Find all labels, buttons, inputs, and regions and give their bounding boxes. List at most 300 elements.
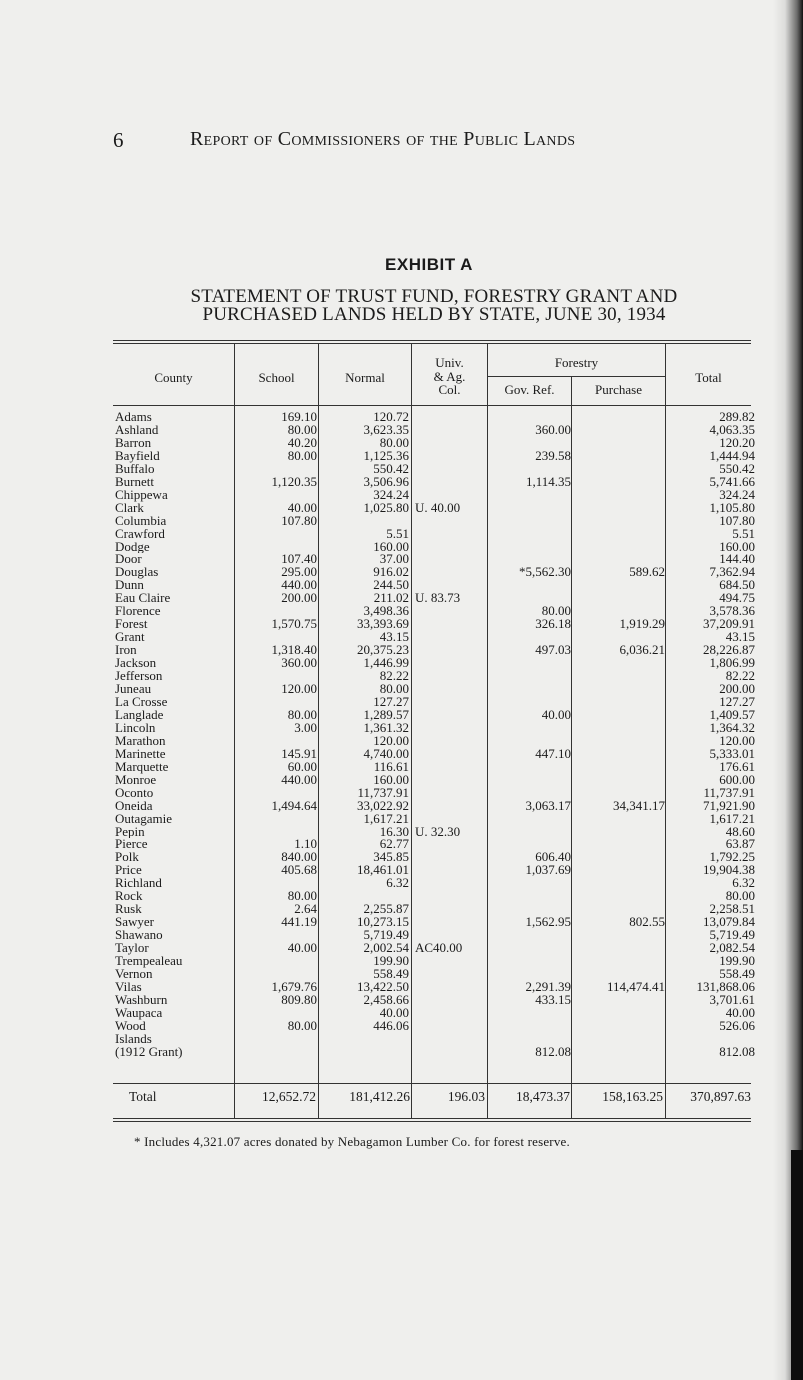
exhibit-heading: EXHIBIT A [385,255,473,274]
county-cell: Iron [115,644,137,658]
purchase-cell [573,994,667,1007]
county-cell: Ashland [115,423,159,437]
normal-cell: 1,125.36 [363,449,409,463]
total-label: Total [129,1089,157,1104]
normal-cell [319,890,411,903]
table-row [113,644,757,657]
county-cell: Marathon [115,734,166,748]
gov-ref-cell [489,1007,573,1020]
gov-ref-cell [489,826,573,839]
total-top-rule [113,1083,751,1084]
county-cell: Trempealeau [115,955,183,968]
univ-cell [411,618,489,631]
total-cell: 144.40 [719,553,755,567]
total-cell: 526.06 [719,1019,755,1033]
purchase-cell [573,592,667,605]
table-row [113,877,757,890]
school-cell: 40.00 [287,942,317,956]
univ-cell [411,476,489,489]
normal-cell: 1,361.32 [363,721,409,735]
gov-ref-cell: 1,114.35 [525,475,571,489]
total-cell: 82.22 [725,670,755,684]
total-cell: 120.00 [719,734,755,748]
school-cell [235,696,319,709]
univ-cell [411,709,489,722]
normal-cell: 80.00 [379,683,409,696]
total-cell: 7,362.94 [709,566,755,580]
school-cell [235,968,319,981]
normal-cell: 2,255.87 [363,903,409,917]
table-row [113,748,757,761]
gov-ref-cell [489,463,573,476]
gov-ref-cell [489,515,573,528]
table-row [113,722,757,735]
gov-ref-cell [489,774,573,787]
gov-ref-cell [489,787,573,800]
purchase-cell [573,463,667,476]
total-cell: 558.49 [719,967,755,981]
school-cell: 107.80 [281,514,317,528]
purchase-cell [573,657,667,670]
table-row [113,605,757,618]
school-cell: 145.91 [281,747,317,761]
table-row [113,787,757,800]
table-row [113,774,757,787]
gov-ref-cell: 80.00 [541,605,571,619]
gov-ref-cell: 606.40 [535,851,571,865]
normal-cell: 550.42 [373,462,409,476]
gov-ref-cell [489,929,573,942]
county-cell: Outagamie [115,812,173,826]
county-cell: Marquette [115,760,169,774]
univ-cell [411,424,489,437]
purchase-cell [573,787,667,800]
normal-cell: 5.51 [386,527,409,541]
univ-cell [411,670,489,683]
county-cell: Langlade [115,708,164,722]
univ-cell [411,528,489,541]
total-normal: 181,412.26 [349,1089,410,1104]
table-row [113,670,757,683]
table-row [113,618,757,631]
county-cell: Dunn [115,579,144,593]
normal-cell: 3,498.36 [363,605,409,619]
table-row [113,476,757,489]
header-purchase: Purchase [595,382,642,397]
table-top-rule [113,340,751,341]
total-cell: 1,409.57 [709,708,755,722]
gov-ref-cell: 40.00 [541,708,571,722]
total-cell: 4,063.35 [709,423,755,437]
county-cell: Rock [115,890,143,904]
table-row [113,813,757,826]
header-univ-2: & Ag. [433,369,466,384]
total-cell: 127.27 [719,695,755,709]
univ-cell [411,838,489,851]
univ-cell [411,903,489,916]
univ-cell [411,657,489,670]
county-cell: Waupaca [115,1006,163,1020]
county-cell: Clark [115,501,144,515]
gov-ref-cell: 1,562.95 [525,916,571,930]
univ-cell [411,955,489,968]
purchase-cell [573,515,667,528]
county-cell: Door [115,553,142,567]
islands-gov-ref: 812.08 [535,1045,571,1059]
school-cell [235,605,319,618]
total-cell: 600.00 [719,773,755,787]
school-cell [235,670,319,683]
univ-cell [411,683,489,696]
gov-ref-cell [489,579,573,592]
normal-cell: 33,393.69 [357,618,409,632]
school-cell: 80.00 [287,1019,317,1033]
normal-cell: 33,022.92 [357,799,409,813]
purchase-cell [573,683,667,696]
normal-cell: 3,623.35 [363,423,409,437]
county-cell: Richland [115,877,162,891]
county-cell: Oconto [115,786,154,800]
gov-ref-cell: 2,291.39 [525,980,571,994]
county-cell: Vernon [115,967,153,981]
school-cell [235,826,319,839]
total-cell: 5,719.49 [709,929,755,943]
table-row [113,450,757,463]
school-cell: 40.20 [287,436,317,450]
school-cell: 60.00 [287,760,317,774]
county-cell: Vilas [115,980,142,994]
gov-ref-cell: 239.58 [535,449,571,463]
total-cell: 13,079.84 [703,916,755,930]
school-cell: 80.00 [287,449,317,463]
purchase-cell [573,826,667,839]
county-cell: Crawford [115,527,165,541]
table-row [113,528,757,541]
table-row [113,541,757,554]
school-cell [235,489,319,502]
county-cell: Oneida [115,799,153,813]
table-row [113,489,757,502]
county-cell: Buffalo [115,462,155,476]
table-row [113,916,757,929]
county-cell: Marinette [115,747,166,761]
header-school: School [258,370,295,385]
table-bottom-rule-2 [113,1121,751,1122]
total-cell: 107.80 [719,514,755,528]
data-table [113,411,757,1059]
gov-ref-cell: 1,037.69 [525,864,571,878]
normal-cell: 558.49 [373,967,409,981]
total-purchase: 158,163.25 [602,1089,663,1104]
forestry-sub-rule [487,376,665,377]
purchase-cell [573,541,667,554]
univ-cell [411,463,489,476]
table-row [113,709,757,722]
normal-cell: 446.06 [373,1019,409,1033]
table-row [113,981,757,994]
table-row [113,838,757,851]
normal-cell: 244.50 [373,579,409,593]
table-row [113,424,757,437]
table-top-rule-2 [113,343,751,344]
purchase-cell [573,696,667,709]
school-cell: 441.19 [281,916,317,930]
univ-cell: U. 83.73 [415,592,461,606]
purchase-cell [573,877,667,890]
county-cell: Price [115,864,142,878]
total-cell: 5.51 [732,527,755,541]
univ-cell [411,981,489,994]
total-cell: 1,364.32 [709,721,755,735]
normal-cell: 43.15 [379,631,409,645]
total-cell: 160.00 [719,540,755,554]
normal-cell: 1,446.99 [363,657,409,671]
normal-cell: 160.00 [373,773,409,787]
purchase-cell [573,890,667,903]
school-cell: 440.00 [281,773,317,787]
statement-line-1: STATEMENT OF TRUST FUND, FORESTRY GRANT AND [190,286,678,307]
school-cell: 1,318.40 [271,644,317,658]
gov-ref-cell [489,657,573,670]
total-cell: 43.15 [725,631,755,645]
gov-ref-cell [489,696,573,709]
purchase-cell [573,437,667,450]
running-title: Report of Commissioners of the Public Lands [190,128,576,150]
normal-cell: 37.00 [379,553,409,567]
gov-ref-cell [489,502,573,515]
gov-ref-cell [489,1020,573,1033]
header-forestry: Forestry [554,355,599,370]
school-cell: 80.00 [287,423,317,437]
table-row [113,437,757,450]
normal-cell: 20,375.23 [357,644,409,658]
gov-ref-cell: 3,063.17 [525,799,571,813]
school-cell: 40.00 [287,501,317,515]
univ-cell [411,916,489,929]
normal-cell: 5,719.49 [363,929,409,943]
islands-total: 812.08 [719,1045,755,1059]
total-cell: 200.00 [719,683,755,696]
purchase-cell: 802.55 [629,916,665,930]
normal-cell: 62.77 [379,838,409,852]
county-cell: Rusk [115,903,142,917]
gov-ref-cell [489,813,573,826]
normal-cell: 2,458.66 [363,993,409,1007]
total-cell: 1,806.99 [709,657,755,671]
islands-label: Islands [115,1032,152,1046]
gov-ref-cell [489,903,573,916]
purchase-cell [573,631,667,644]
header-total: Total [695,370,722,385]
purchase-cell [573,489,667,502]
purchase-cell [573,903,667,916]
table-row [113,968,757,981]
normal-cell: 40.00 [379,1006,409,1020]
purchase-cell [573,748,667,761]
purchase-cell [573,1020,667,1033]
purchase-cell: 1,919.29 [619,618,665,632]
county-cell: Bayfield [115,449,160,463]
normal-cell: 160.00 [373,540,409,554]
univ-cell [411,968,489,981]
normal-cell: 16.30 [379,825,409,839]
normal-cell: 6.32 [386,877,409,891]
univ-cell [411,515,489,528]
univ-cell: U. 32.30 [415,825,461,839]
purchase-cell [573,502,667,515]
table-row [113,903,757,916]
gov-ref-cell [489,955,573,968]
header-county: County [154,370,193,385]
table-row [113,955,757,968]
total-cell: 63.87 [725,838,755,852]
purchase-cell [573,735,667,748]
purchase-cell [573,528,667,541]
univ-cell [411,761,489,774]
gov-ref-cell [489,722,573,735]
gov-ref-cell [489,761,573,774]
county-cell: Jackson [115,657,157,671]
purchase-cell [573,955,667,968]
total-cell: 71,921.90 [703,799,755,813]
county-cell: Pierce [115,838,148,852]
gov-ref-cell [489,631,573,644]
univ-cell [411,579,489,592]
total-cell: 6.32 [732,877,755,891]
gov-ref-cell [489,942,573,955]
total-gov-ref: 18,473.37 [516,1089,570,1104]
school-cell: 840.00 [281,851,317,865]
total-cell: 289.82 [719,411,755,424]
normal-cell: 120.72 [373,411,409,424]
normal-cell: 1,025.80 [363,501,409,515]
purchase-cell [573,553,667,566]
normal-cell: 2,002.54 [363,942,409,956]
county-cell: Lincoln [115,721,156,735]
normal-cell: 4,740.00 [363,747,409,761]
total-cell: 1,444.94 [709,449,755,463]
islands-row [113,1046,757,1059]
normal-cell: 916.02 [373,566,409,580]
table-row [113,826,757,839]
normal-cell: 18,461.01 [357,864,409,878]
univ-cell [411,851,489,864]
gov-ref-cell [489,838,573,851]
school-cell: 120.00 [281,683,317,696]
purchase-cell [573,424,667,437]
purchase-cell [573,450,667,463]
normal-cell: 211.02 [373,592,409,606]
total-cell: 3,701.61 [709,993,755,1007]
normal-cell: 1,617.21 [363,812,409,826]
islands-row-label [113,1033,757,1046]
total-cell: 5,333.01 [709,747,755,761]
table-row [113,761,757,774]
school-cell: 295.00 [281,566,317,580]
school-cell: 107.40 [281,553,317,567]
county-cell: Burnett [115,475,154,489]
gov-ref-cell: 447.10 [535,747,571,761]
header-univ-1: Univ. [435,355,464,370]
total-cell: 1,105.80 [709,501,755,515]
purchase-cell [573,813,667,826]
normal-cell: 116.61 [373,760,409,774]
gov-ref-cell: 433.15 [535,993,571,1007]
total-cell: 176.61 [719,760,755,774]
school-cell: 360.00 [281,657,317,671]
header-gov-ref: Gov. Ref. [504,382,555,397]
school-cell [235,929,319,942]
gov-ref-cell [489,735,573,748]
purchase-cell [573,579,667,592]
table-row [113,463,757,476]
univ-cell [411,929,489,942]
gov-ref-cell: 360.00 [535,423,571,437]
county-cell: Shawano [115,929,163,943]
county-cell: Taylor [115,942,149,956]
table-row [113,631,757,644]
univ-cell [411,541,489,554]
book-spine-edge [791,1150,803,1380]
county-cell: Washburn [115,993,168,1007]
county-cell: Jefferson [115,670,163,684]
univ-cell [411,1007,489,1020]
county-cell: Pepin [115,825,145,839]
table-row [113,579,757,592]
total-cell: 19,904.38 [703,864,755,878]
univ-cell [411,800,489,813]
univ-cell [411,748,489,761]
county-cell: Forest [115,618,148,632]
school-cell [235,541,319,554]
school-cell [235,877,319,890]
gov-ref-cell [489,528,573,541]
total-cell: 494.75 [719,592,755,606]
univ-cell [411,813,489,826]
univ-cell [411,877,489,890]
school-cell: 1,494.64 [271,799,317,813]
univ-cell [411,1020,489,1033]
purchase-cell [573,1007,667,1020]
county-cell: Barron [115,436,152,450]
total-cell: 3,578.36 [709,605,755,619]
school-cell: 80.00 [287,890,317,904]
school-cell [235,528,319,541]
total-total: 370,897.63 [690,1089,751,1104]
gov-ref-cell: *5,562.30 [519,566,571,580]
total-cell: 324.24 [719,488,755,502]
total-cell: 120.20 [719,436,755,450]
total-cell: 80.00 [725,890,755,904]
purchase-cell [573,411,667,424]
purchase-cell: 34,341.17 [613,799,665,813]
purchase-cell: 589.62 [629,566,665,580]
table-row [113,502,757,515]
total-cell: 1,792.25 [709,851,755,865]
total-cell: 5,741.66 [709,475,755,489]
univ-cell: U. 40.00 [415,501,461,515]
normal-cell: 324.24 [373,488,409,502]
normal-cell: 3,506.96 [363,475,409,489]
table-row [113,411,757,424]
school-cell: 1,570.75 [271,618,317,632]
county-cell: Chippewa [115,488,168,502]
purchase-cell [573,929,667,942]
county-cell: Douglas [115,566,159,580]
school-cell: 169.10 [281,411,317,424]
univ-cell [411,605,489,618]
purchase-cell [573,476,667,489]
